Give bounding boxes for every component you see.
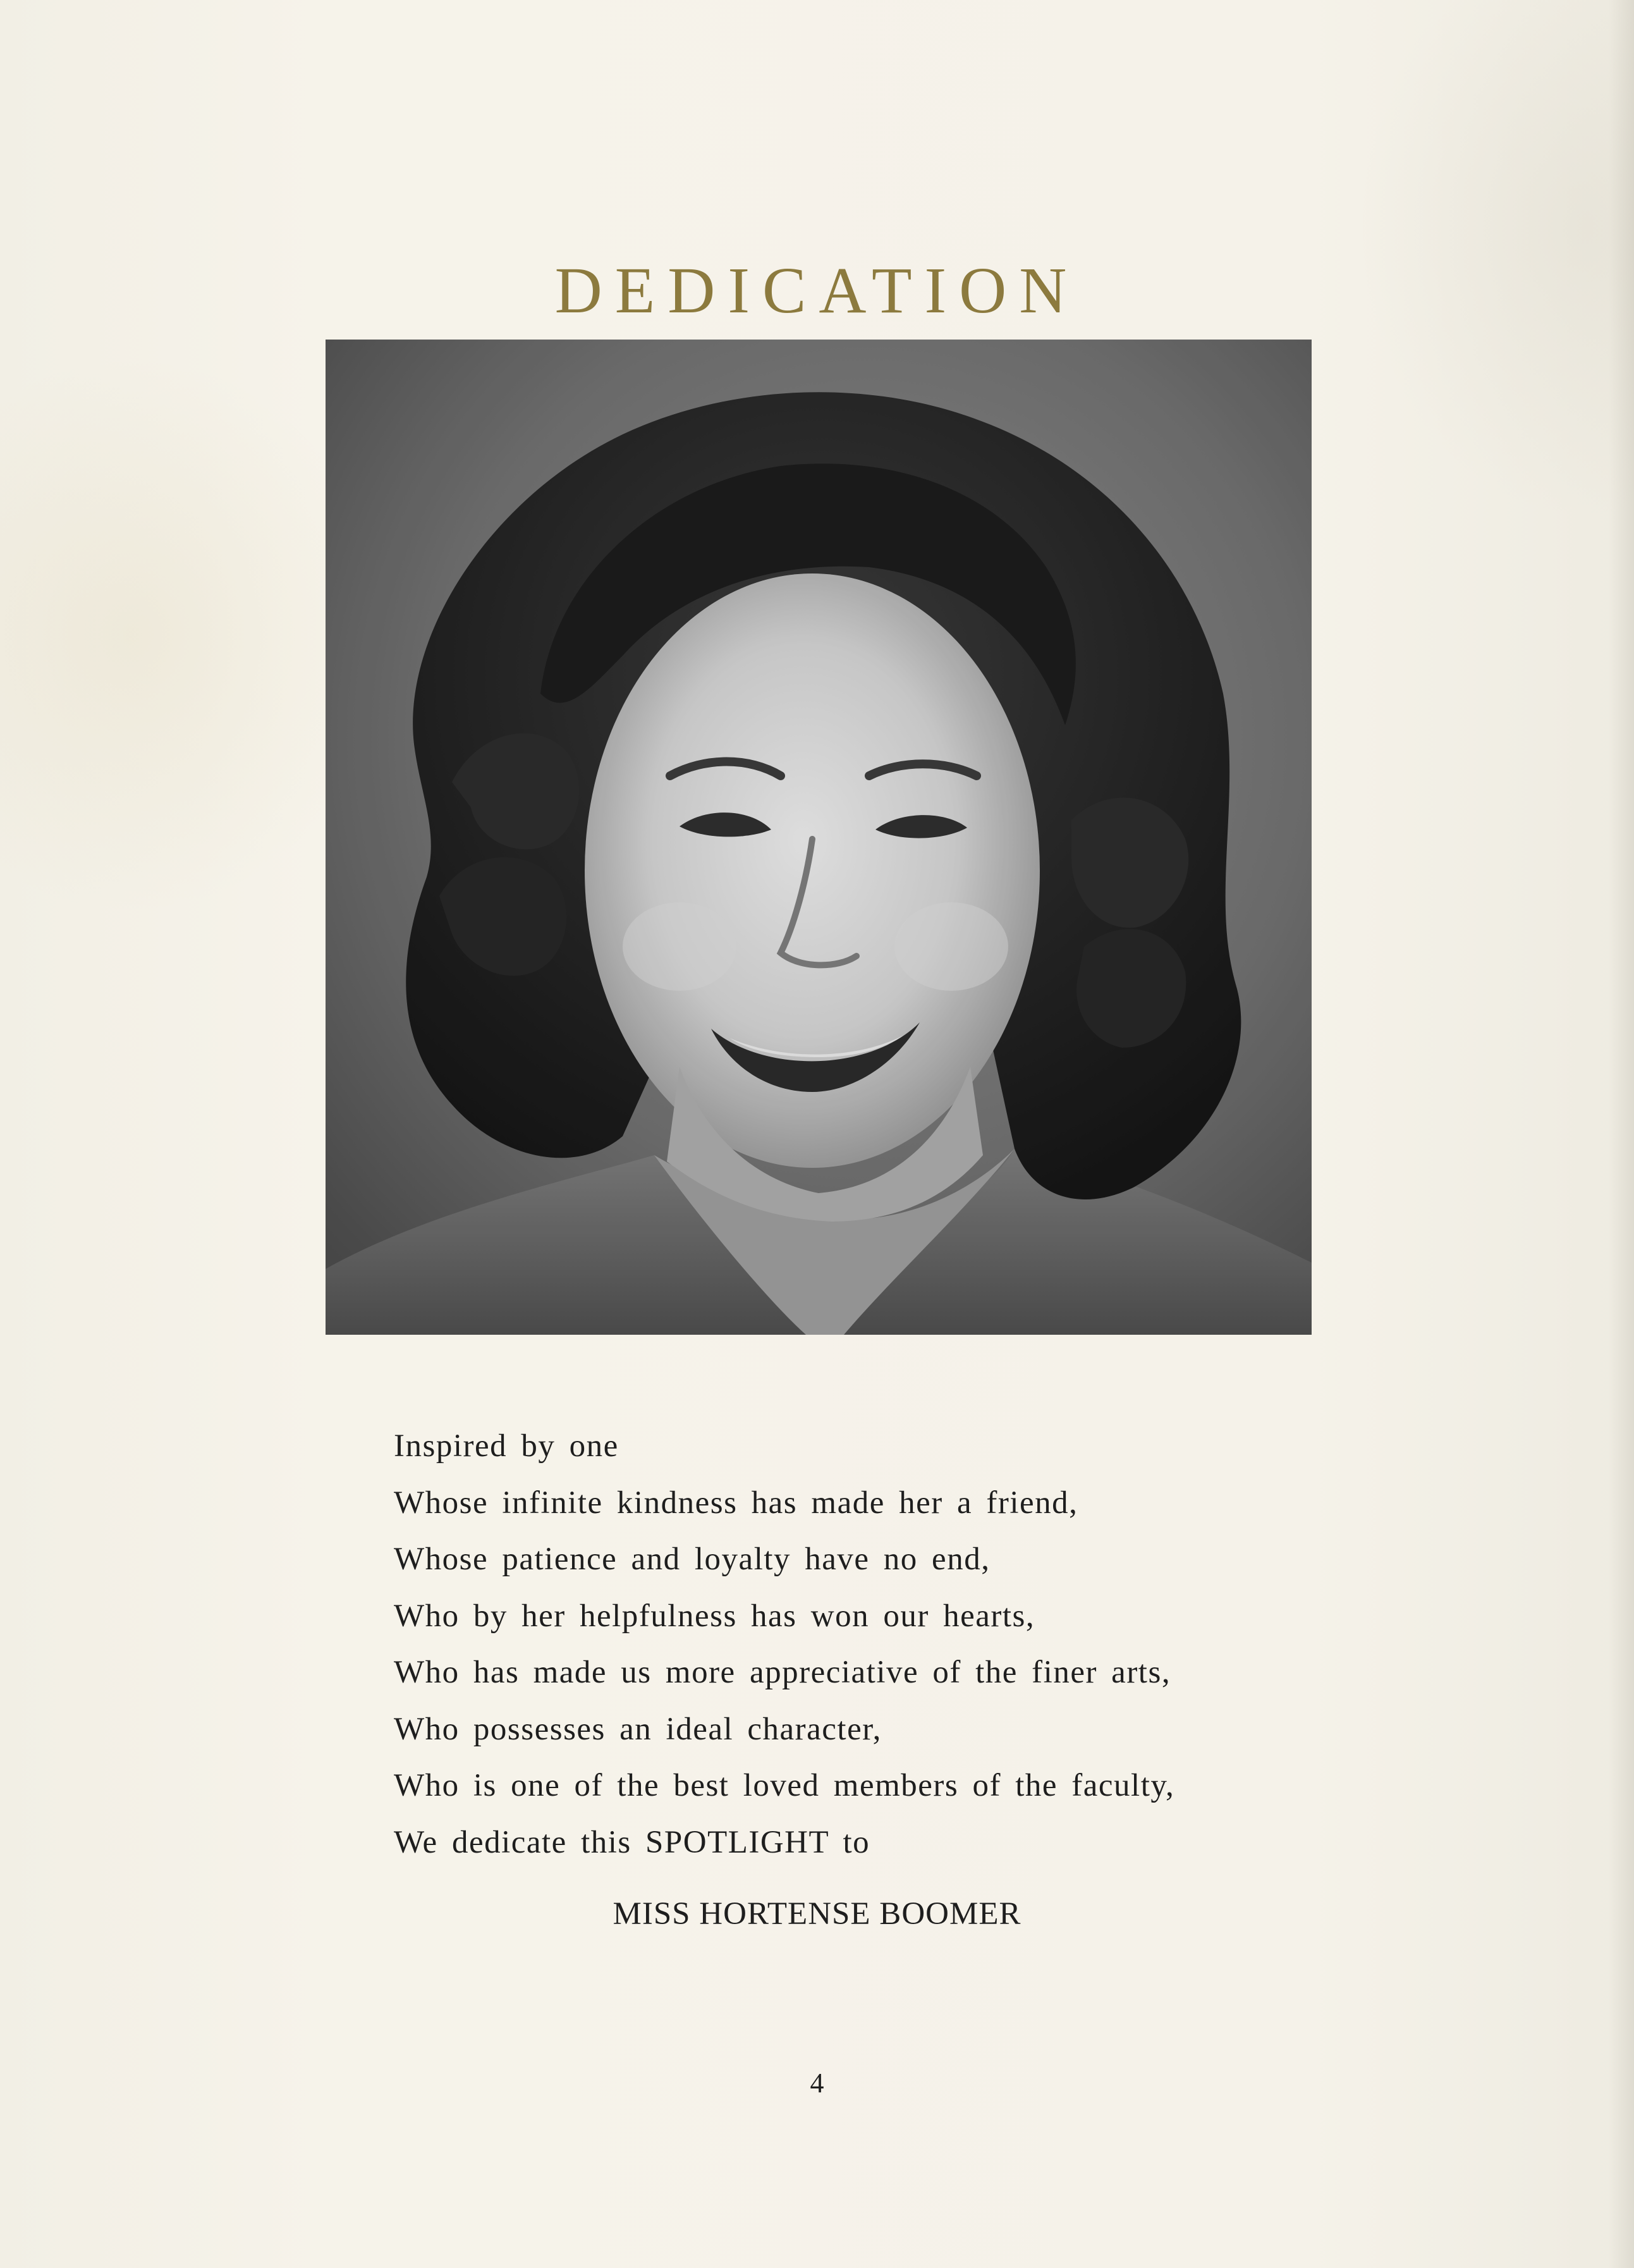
dedicatee-name: MISS HORTENSE BOOMER — [613, 1896, 1021, 1932]
portrait-photo — [326, 340, 1312, 1335]
verse-line: Who has made us more appreciative of the finer arts, — [394, 1655, 1171, 1690]
verse-line: Whose patience and loyalty have no end, — [394, 1542, 991, 1577]
verse-line: Whose infinite kindness has made her a friend, — [394, 1485, 1078, 1521]
verse-line: Who is one of the best loved members of the faculty, — [394, 1768, 1175, 1803]
page-number: 4 — [810, 2068, 824, 2099]
verse-line: Who possesses an ideal character, — [394, 1711, 882, 1747]
verse-line: Who by her helpfulness has won our hearts, — [394, 1598, 1035, 1634]
verse-line: Inspired by one — [394, 1428, 619, 1464]
verse-line: We dedicate this SPOTLIGHT to — [394, 1824, 870, 1860]
page-title: DEDICATION — [554, 254, 1080, 327]
dedication-verse — [394, 1418, 1279, 1871]
